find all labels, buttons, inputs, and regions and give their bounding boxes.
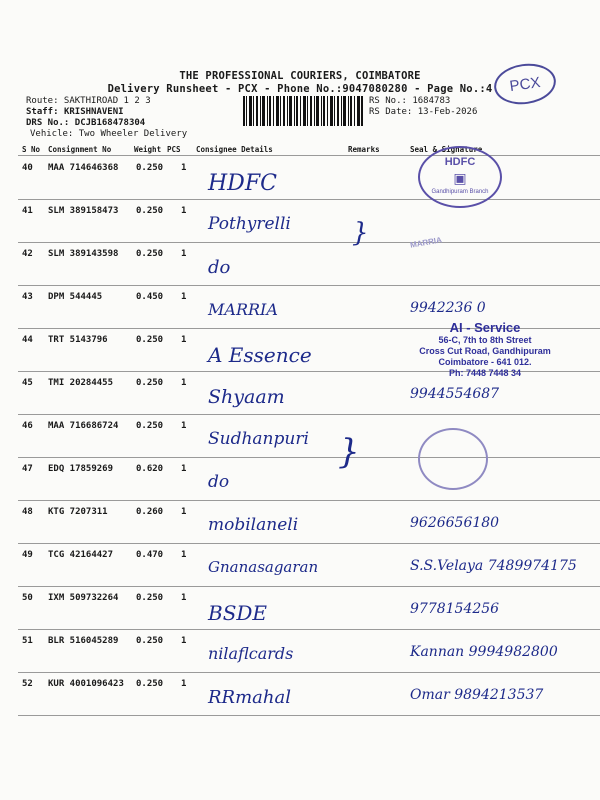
table-row	[18, 458, 600, 501]
row-divider	[18, 715, 600, 716]
seal-signature: Kannan 9994982800	[410, 644, 558, 660]
col-sno: S No	[22, 145, 41, 154]
row-consignment: EDQ 17859269	[48, 464, 114, 474]
row-weight: 0.260	[136, 507, 164, 517]
drs-line: DRS No.: DCJB168478304	[26, 118, 146, 128]
rs-date: RS Date: 13-Feb-2026	[369, 107, 478, 117]
row-weight: 0.250	[136, 421, 164, 431]
row-weight: 0.250	[136, 679, 164, 689]
row-pcs: 1	[181, 335, 187, 345]
table-row	[18, 587, 600, 630]
table-row	[18, 501, 600, 544]
row-consignment: TRT 5143796	[48, 335, 108, 345]
row-sno: 45	[22, 378, 33, 388]
row-consignment: SLM 389158473	[48, 206, 119, 216]
seal-signature: 9942236 0	[410, 300, 486, 316]
col-pcs: PCS	[167, 145, 181, 154]
row-consignment: KUR 4001096423	[48, 679, 124, 689]
row-pcs: 1	[181, 163, 187, 173]
row-sno: 48	[22, 507, 33, 517]
col-seal: Seal & Signature	[410, 145, 483, 154]
consignee-handwriting: A Essence	[208, 343, 312, 367]
row-sno: 47	[22, 464, 33, 474]
row-sno: 46	[22, 421, 33, 431]
row-sno: 43	[22, 292, 33, 302]
row-sno: 41	[22, 206, 33, 216]
consignee-handwriting: do	[208, 472, 230, 492]
consignee-handwriting: Gnanasagaran	[208, 558, 319, 576]
seal-signature: 9944554687	[410, 386, 500, 402]
row-pcs: 1	[181, 206, 187, 216]
row-weight: 0.250	[136, 636, 164, 646]
consignee-handwriting: HDFC	[208, 171, 277, 196]
consignee-handwriting: Shyaam	[208, 386, 285, 408]
row-sno: 42	[22, 249, 33, 259]
row-consignment: DPM 544445	[48, 292, 103, 302]
bracket-mark: }	[338, 432, 360, 472]
staff-line: Staff: KRISHNAVENI	[26, 107, 124, 117]
consignee-handwriting: Sudhanpuri	[208, 429, 309, 449]
row-weight: 0.620	[136, 464, 164, 474]
table-row	[18, 673, 600, 716]
row-sno: 40	[22, 163, 33, 173]
row-weight: 0.250	[136, 163, 164, 173]
seal-signature: Omar 9894213537	[410, 687, 544, 703]
rs-number: RS No.: 1684783	[369, 96, 451, 106]
table-row	[18, 630, 600, 673]
col-consignment: Consignment No	[48, 145, 112, 154]
row-sno: 49	[22, 550, 33, 560]
route-line: Route: SAKTHIROAD 1 2 3	[26, 96, 151, 106]
row-pcs: 1	[181, 679, 187, 689]
pcx-stamp: PCX	[492, 60, 559, 108]
consignee-handwriting: RRmahal	[208, 687, 291, 708]
row-consignment: BLR 516045289	[48, 636, 119, 646]
header-divider	[18, 155, 600, 156]
row-weight: 0.250	[136, 335, 164, 345]
table-row	[18, 200, 600, 243]
row-pcs: 1	[181, 421, 187, 431]
faded-stamp-text: MARRIA	[409, 235, 443, 250]
consignee-handwriting: mobilaneli	[208, 515, 299, 535]
row-consignment: TCG 42164427	[48, 550, 114, 560]
table-row	[18, 544, 600, 587]
seal-signature: S.S.Velaya 7489974175	[410, 558, 577, 574]
row-pcs: 1	[181, 550, 187, 560]
row-sno: 50	[22, 593, 33, 603]
row-pcs: 1	[181, 636, 187, 646]
barcode	[243, 96, 363, 126]
company-title: THE PROFESSIONAL COURIERS, COIMBATORE	[179, 70, 421, 82]
row-pcs: 1	[181, 249, 187, 259]
ai-service-stamp: AI - Service 56-C, 7th to 8th Street Cross Cut Road, Gandhipuram Coimbatore - 641 012. Ph: 7448 7448 34	[419, 320, 551, 378]
route-info	[26, 96, 187, 140]
row-pcs: 1	[181, 378, 187, 388]
row-weight: 0.470	[136, 550, 164, 560]
row-weight: 0.250	[136, 206, 164, 216]
row-sno: 52	[22, 679, 33, 689]
rs-info	[369, 96, 477, 118]
table-row	[18, 415, 600, 458]
row-consignment: MAA 716686724	[48, 421, 119, 431]
row-pcs: 1	[181, 507, 187, 517]
row-consignment: SLM 389143598	[48, 249, 119, 259]
consignee-handwriting: nilaflcards	[208, 644, 294, 663]
row-weight: 0.450	[136, 292, 164, 302]
bracket-mark: }	[352, 218, 369, 248]
consignee-handwriting: do	[208, 257, 231, 278]
row-weight: 0.250	[136, 378, 164, 388]
row-consignment: TMI 20284455	[48, 378, 114, 388]
row-pcs: 1	[181, 292, 187, 302]
seal-signature: 9626656180	[410, 515, 500, 531]
col-remarks: Remarks	[348, 145, 380, 154]
vehicle-line: Vehicle: Two Wheeler Delivery	[30, 129, 188, 139]
table-row	[18, 243, 600, 286]
row-pcs: 1	[181, 593, 187, 603]
row-consignment: MAA 714646368	[48, 163, 119, 173]
col-weight: Weight	[134, 145, 162, 154]
consignee-handwriting: BSDE	[208, 601, 268, 625]
faded-round-stamp	[418, 428, 488, 490]
row-sno: 51	[22, 636, 33, 646]
table-row	[18, 157, 600, 200]
consignee-handwriting: MARRIA	[208, 300, 278, 319]
hdfc-round-stamp: HDFC ▣ Gandhipuram Branch	[418, 146, 502, 208]
row-weight: 0.250	[136, 249, 164, 259]
seal-signature: 9778154256	[410, 601, 500, 617]
row-sno: 44	[22, 335, 33, 345]
row-consignment: KTG 7207311	[48, 507, 108, 517]
col-consignee: Consignee Details	[196, 145, 273, 154]
row-weight: 0.250	[136, 593, 164, 603]
runsheet-subtitle: Delivery Runsheet - PCX - Phone No.:9047080280 - Page No.:4	[107, 83, 493, 95]
row-consignment: IXM 509732264	[48, 593, 119, 603]
row-pcs: 1	[181, 464, 187, 474]
consignee-handwriting: Pothyrelli	[208, 214, 291, 234]
